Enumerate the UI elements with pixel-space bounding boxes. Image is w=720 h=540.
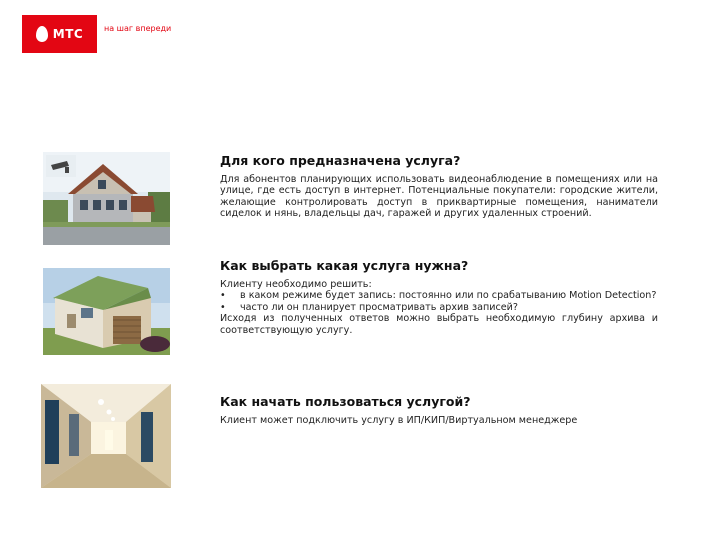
section-heading: Для кого предназначена услуга?	[220, 153, 461, 168]
section-intro: Клиенту необходимо решить:	[220, 279, 372, 290]
logo-text: МТС	[52, 27, 84, 41]
mts-egg-icon	[36, 26, 48, 42]
section-heading: Как выбрать какая услуга нужна?	[220, 258, 469, 273]
section-outro: Исходя из полученных ответов можно выбрать необходимую глубину архива и соответствующую услугу.	[220, 313, 658, 336]
house-photo	[43, 152, 170, 245]
section-heading: Как начать пользоваться услугой?	[220, 394, 471, 409]
bullet-icon: •	[220, 301, 226, 313]
list-item-text: в каком режиме будет запись: постоянно или по срабатыванию Motion Detection?	[240, 290, 657, 302]
cctv-camera-icon	[46, 155, 76, 177]
list-item-text: часто ли он планирует просматривать архив записей?	[240, 301, 518, 313]
corridor-photo	[41, 384, 171, 488]
mts-logo	[22, 15, 97, 53]
garage-photo	[43, 268, 170, 355]
bullet-icon: •	[220, 290, 226, 302]
list-item	[220, 290, 658, 301]
section-target-audience	[220, 153, 658, 220]
section-text: Для абонентов планирующих использовать видеонаблюдение в помещениях или на улице, где есть доступ в интернет. Потенциальные покупатели: городские жители, желающие контролировать доступ в приквартирные помещения, наниматели сиделок и нянь, владельцы дач, гаражей и других удаленных строений.	[220, 174, 658, 220]
section-text: Клиент может подключить услугу в ИП/КИП/Виртуальном менеджере	[220, 415, 578, 426]
section-getting-started	[220, 394, 658, 426]
list-item	[220, 302, 658, 313]
slogan: на шаг впереди	[104, 24, 172, 33]
section-choose-service	[220, 258, 658, 336]
